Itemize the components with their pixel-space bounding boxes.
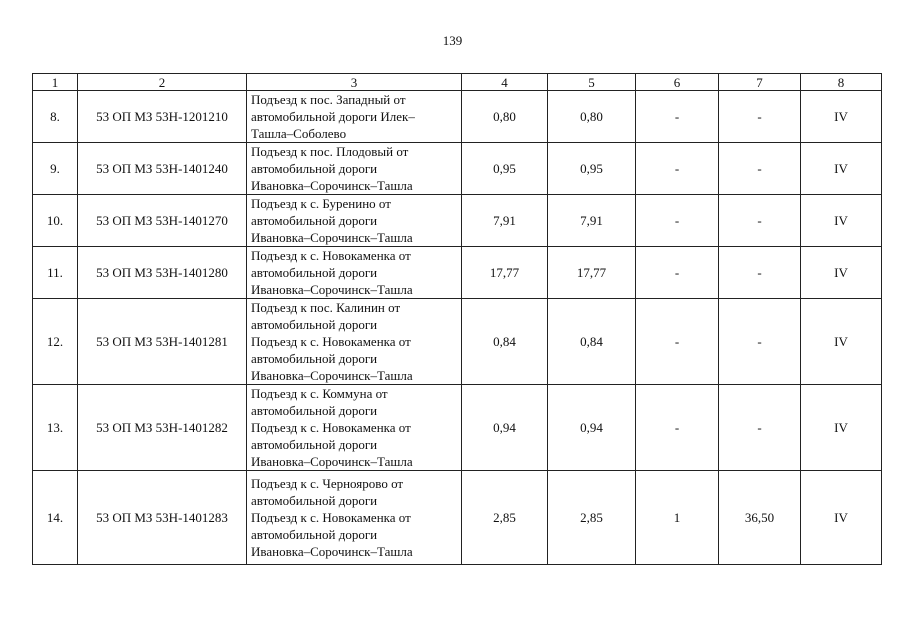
road-name-line: Ивановка–Сорочинск–Ташла	[251, 454, 413, 469]
road-name-line: Подъезд к пос. Калинин от	[251, 300, 401, 315]
length-total: 0,94	[462, 385, 548, 471]
length-total: 0,84	[462, 299, 548, 385]
road-name-line: автомобильной дороги Илек–	[251, 109, 415, 124]
road-name-line: автомобильной дороги	[251, 437, 378, 452]
header-cell: 6	[636, 74, 719, 91]
bridges-count: -	[636, 143, 719, 195]
header-cell: 1	[33, 74, 78, 91]
bridges-count: 1	[636, 471, 719, 565]
row-number: 9.	[33, 143, 78, 195]
bridges-length: -	[719, 247, 801, 299]
road-name-line: Ташла–Соболево	[251, 126, 347, 141]
road-name-line: Ивановка–Сорочинск–Ташла	[251, 282, 413, 297]
length-regional: 0,94	[548, 385, 636, 471]
page-number: 139	[442, 33, 463, 48]
road-name-line: Подъезд к пос. Западный от	[251, 92, 406, 107]
road-category: IV	[801, 91, 882, 143]
bridges-count: -	[636, 91, 719, 143]
road-name	[247, 299, 462, 385]
bridges-length: -	[719, 143, 801, 195]
bridges-length: -	[719, 385, 801, 471]
length-regional: 0,80	[548, 91, 636, 143]
road-name-line: Подъезд к с. Новокаменка от	[251, 510, 411, 525]
bridges-count: -	[636, 195, 719, 247]
length-total: 2,85	[462, 471, 548, 565]
road-name-line: автомобильной дороги	[251, 493, 378, 508]
header-cell: 7	[719, 74, 801, 91]
header-cell: 8	[801, 74, 882, 91]
table-row	[33, 299, 882, 385]
road-name-line: автомобильной дороги	[251, 403, 378, 418]
road-name-line: автомобильной дороги	[251, 317, 378, 332]
road-code: 53 ОП МЗ 53Н-1201210	[78, 91, 247, 143]
road-category: IV	[801, 143, 882, 195]
length-regional: 2,85	[548, 471, 636, 565]
header-cell: 5	[548, 74, 636, 91]
length-total: 0,80	[462, 91, 548, 143]
table-row	[33, 471, 882, 565]
road-name-line: Подъезд к с. Новокаменка от	[251, 334, 411, 349]
road-name-line: автомобильной дороги	[251, 265, 378, 280]
road-name-line: Ивановка–Сорочинск–Ташла	[251, 368, 413, 383]
length-regional: 7,91	[548, 195, 636, 247]
road-name-line: Ивановка–Сорочинск–Ташла	[251, 544, 413, 559]
length-total: 0,95	[462, 143, 548, 195]
row-number: 13.	[33, 385, 78, 471]
header-row	[33, 74, 882, 91]
bridges-length: -	[719, 299, 801, 385]
row-number: 14.	[33, 471, 78, 565]
table-row	[33, 247, 882, 299]
bridges-count: -	[636, 385, 719, 471]
header-cell: 3	[247, 74, 462, 91]
road-name-line: Ивановка–Сорочинск–Ташла	[251, 178, 413, 193]
road-code: 53 ОП МЗ 53Н-1401281	[78, 299, 247, 385]
road-code: 53 ОП МЗ 53Н-1401283	[78, 471, 247, 565]
bridges-length: 36,50	[719, 471, 801, 565]
road-category: IV	[801, 299, 882, 385]
road-category: IV	[801, 195, 882, 247]
bridges-count: -	[636, 247, 719, 299]
road-name-line: Подъезд к с. Новокаменка от	[251, 420, 411, 435]
road-name-line: Подъезд к с. Новокаменка от	[251, 248, 411, 263]
length-regional: 0,84	[548, 299, 636, 385]
road-category: IV	[801, 247, 882, 299]
header-cell: 2	[78, 74, 247, 91]
table-row	[33, 195, 882, 247]
road-name-line: Ивановка–Сорочинск–Ташла	[251, 230, 413, 245]
bridges-count: -	[636, 299, 719, 385]
road-name-line: Подъезд к с. Коммуна от	[251, 386, 388, 401]
row-number: 8.	[33, 91, 78, 143]
roads-table	[32, 73, 882, 565]
length-regional: 17,77	[548, 247, 636, 299]
row-number: 12.	[33, 299, 78, 385]
length-regional: 0,95	[548, 143, 636, 195]
bridges-length: -	[719, 195, 801, 247]
bridges-length: -	[719, 91, 801, 143]
row-number: 11.	[33, 247, 78, 299]
road-code: 53 ОП МЗ 53Н-1401270	[78, 195, 247, 247]
road-name-line: автомобильной дороги	[251, 161, 378, 176]
table-row	[33, 91, 882, 143]
table-row	[33, 385, 882, 471]
road-code: 53 ОП МЗ 53Н-1401280	[78, 247, 247, 299]
road-category: IV	[801, 471, 882, 565]
road-code: 53 ОП МЗ 53Н-1401240	[78, 143, 247, 195]
road-name-line: автомобильной дороги	[251, 213, 378, 228]
road-name	[247, 91, 462, 143]
road-name-line: Подъезд к с. Черноярово от	[251, 476, 404, 491]
road-name	[247, 143, 462, 195]
road-name	[247, 471, 462, 565]
road-name-line: Подъезд к пос. Плодовый от	[251, 144, 409, 159]
road-name-line: автомобильной дороги	[251, 527, 378, 542]
road-name-line: автомобильной дороги	[251, 351, 378, 366]
road-name-line: Подъезд к с. Буренино от	[251, 196, 391, 211]
road-category: IV	[801, 385, 882, 471]
road-code: 53 ОП МЗ 53Н-1401282	[78, 385, 247, 471]
road-name	[247, 195, 462, 247]
road-name	[247, 385, 462, 471]
road-name	[247, 247, 462, 299]
table-row	[33, 143, 882, 195]
length-total: 17,77	[462, 247, 548, 299]
header-cell: 4	[462, 74, 548, 91]
length-total: 7,91	[462, 195, 548, 247]
row-number: 10.	[33, 195, 78, 247]
